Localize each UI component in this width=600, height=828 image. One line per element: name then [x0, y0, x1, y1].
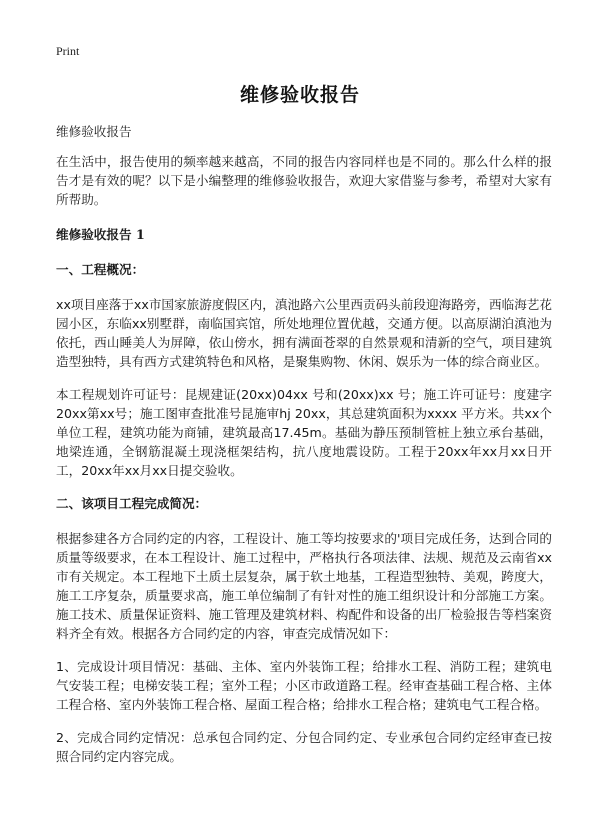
document-subtitle: 维修验收报告 [56, 124, 132, 139]
document-body [56, 122, 552, 780]
report-heading: 维修验收报告 1 [56, 227, 145, 242]
completion-paragraph-3: 2、完成合同约定情况：总承包合同约定、分包合同约定、专业承包合同约定经审查已按照合同约定内容完成。 [56, 730, 552, 764]
intro-paragraph: 在生活中，报告使用的频率越来越高，不同的报告内容同样也是不同的。那么什么样的报告才是有效的呢？以下是小编整理的维修验收报告，欢迎大家借鉴与参考，希望对大家有所帮助。 [56, 154, 552, 207]
completion-paragraph-1: 根据参建各方合同约定的内容，工程设计、施工等均按要求的'项目完成任务，达到合同的质量等级要求，在本工程设计、施工过程中，严格执行各项法律、法规、规范及云南省xx市有关规定。本工程地下土质土层复杂，属于软土地基，工程造型独特、美观，跨度大，施工工序复杂，质量要求高，施工单位编制了有针对性的施工组织设计和分部施工方案。施工技术、质量保证资料、施工管理及建筑材料、构配件和设备的出厂检验报告等档案资料齐全有效。根据各方合同约定的内容，审查完成情况如下： [56, 531, 552, 641]
print-label: Print [56, 44, 80, 58]
document-title: 维修验收报告 [239, 84, 360, 106]
section-heading-completion: 二、该项目工程完成简况： [56, 496, 208, 511]
completion-paragraph-2: 1、完成设计项目情况：基础、主体、室内外装饰工程；给排水工程、消防工程；建筑电气安装工程；电梯安装工程；室外工程；小区市政道路工程。经审查基础工程合格、主体工程合格、室内外装饰工程合格、屋面工程合格；给排水工程合格；建筑电气工程合格。 [56, 659, 552, 712]
overview-paragraph-2: 本工程规划许可证号：昆规建证(20xx)04xx 号和(20xx)xx 号；施工许可证号：度建字20xx第xx号；施工图审查批准号昆施审hj 20xx，其总建筑面积为xxxx 平方米。共xx个单位工程，建筑功能为商铺，建筑最高17.45m。基础为静压预制管桩上独立承台基础，地梁连通，全钢筋混凝土现浇框架结构，抗八度地震设防。工程于20xx年xx月xx日开工，20xx年xx月xx日提交验收。 [56, 387, 552, 478]
section-heading-overview: 一、工程概况： [56, 262, 145, 277]
overview-paragraph-1: xx项目座落于xx市国家旅游度假区内，滇池路六公里西贡码头前段迎海路旁，西临海艺花园小区，东临xx别墅群，南临国宾馆，所处地理位置优越，交通方便。以高原湖泊滇池为依托，西山睡美人为屏障，依山傍水，拥有满面苍翠的自然景观和清新的空气，项目建筑造型独特，具有西方式建筑特色和风格，是聚集购物、休闲、娱乐为一体的综合商业区。 [56, 297, 552, 369]
